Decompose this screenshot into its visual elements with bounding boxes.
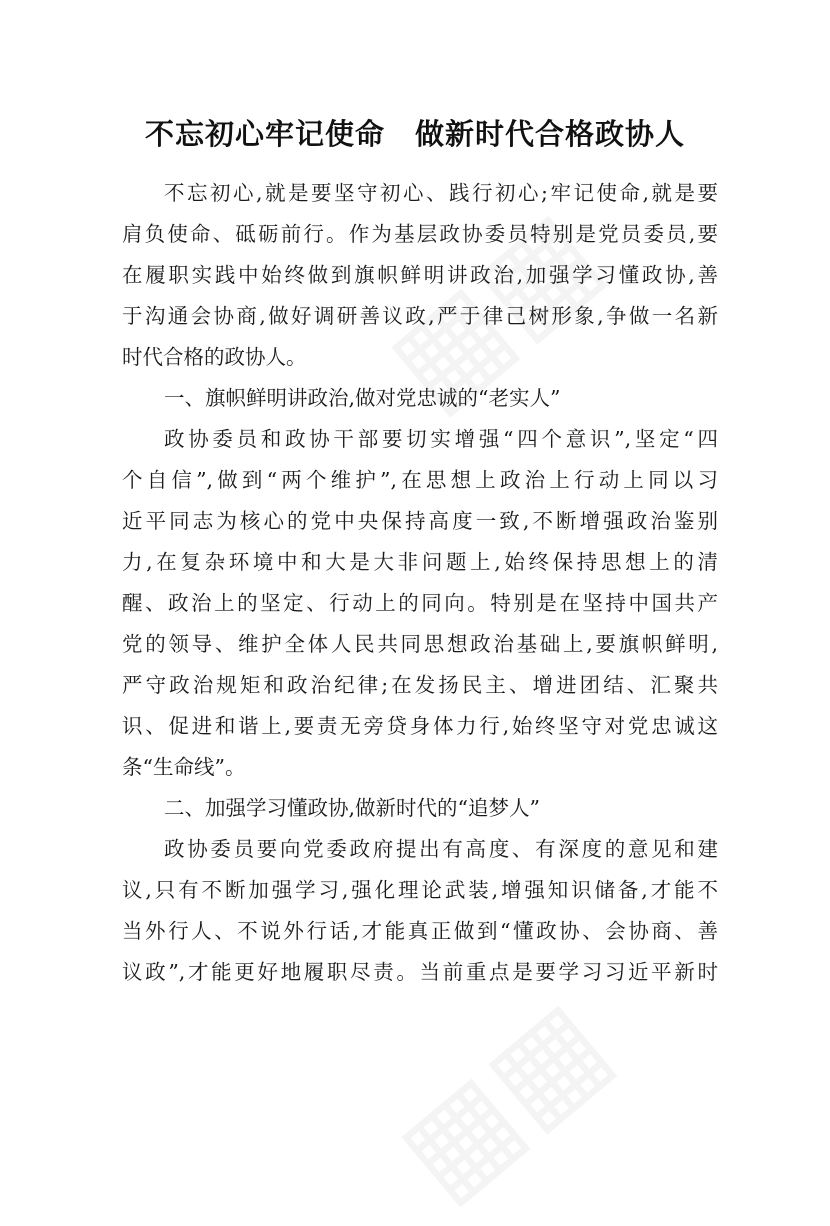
body-text-line: 近平同志为核心的党中央保持高度一致,不断增强政治鉴别 (122, 509, 718, 533)
watermark (372, 973, 635, 1225)
body-text-line: 一、旗帜鲜明讲政治,做对党忠诚的“老实人” (164, 386, 561, 410)
body-text-line: 不忘初心,就是要坚守初心、践行初心;牢记使命,就是要 (164, 181, 718, 205)
body-text-line: 识、促进和谐上,要责无旁贷身体力行,始终坚守对党忠诚这 (122, 714, 718, 738)
body-text-line: 党的领导、维护全体人民共同思想政治基础上,要旗帜鲜明, (122, 632, 718, 656)
body-text-line: 醒、政治上的坚定、行动上的同向。特别是在坚持中国共产 (122, 591, 718, 615)
body-text-line: 力,在复杂环境中和大是大非问题上,始终保持思想上的清 (122, 550, 718, 574)
body-text-line: 肩负使命、砥砺前行。作为基层政协委员特别是党员委员,要 (122, 222, 718, 246)
body-text-line: 于沟通会协商,做好调研善议政,严于律己树形象,争做一名新 (122, 304, 718, 328)
document-title: 不忘初心牢记使命 做新时代合格政协人 (144, 117, 685, 151)
body-text-line: 个自信”,做到“两个维护”,在思想上政治上行动上同以习 (122, 468, 718, 492)
body-text-line: 议政”,才能更好地履职尽责。当前重点是要学习习近平新时 (122, 960, 718, 984)
body-text-line: 二、加强学习懂政协,做新时代的“追梦人” (164, 796, 540, 820)
body-text-line: 政协委员要向党委政府提出有高度、有深度的意见和建 (164, 837, 718, 861)
body-text-line: 议,只有不断加强学习,强化理论武装,增强知识储备,才能不 (122, 878, 718, 902)
body-text-line: 在履职实践中始终做到旗帜鲜明讲政治,加强学习懂政协,善 (122, 263, 718, 287)
body-text-line: 当外行人、不说外行话,才能真正做到“懂政协、会协商、善 (122, 919, 718, 943)
body-text-line: 政协委员和政协干部要切实增强“四个意识”,坚定“四 (164, 427, 718, 451)
body-text-line: 条“生命线”。 (122, 755, 246, 779)
body-text-line: 严守政治规矩和政治纪律;在发扬民主、增进团结、汇聚共 (122, 673, 718, 697)
body-text-line: 时代合格的政协人。 (122, 345, 307, 369)
document-body (122, 173, 718, 993)
